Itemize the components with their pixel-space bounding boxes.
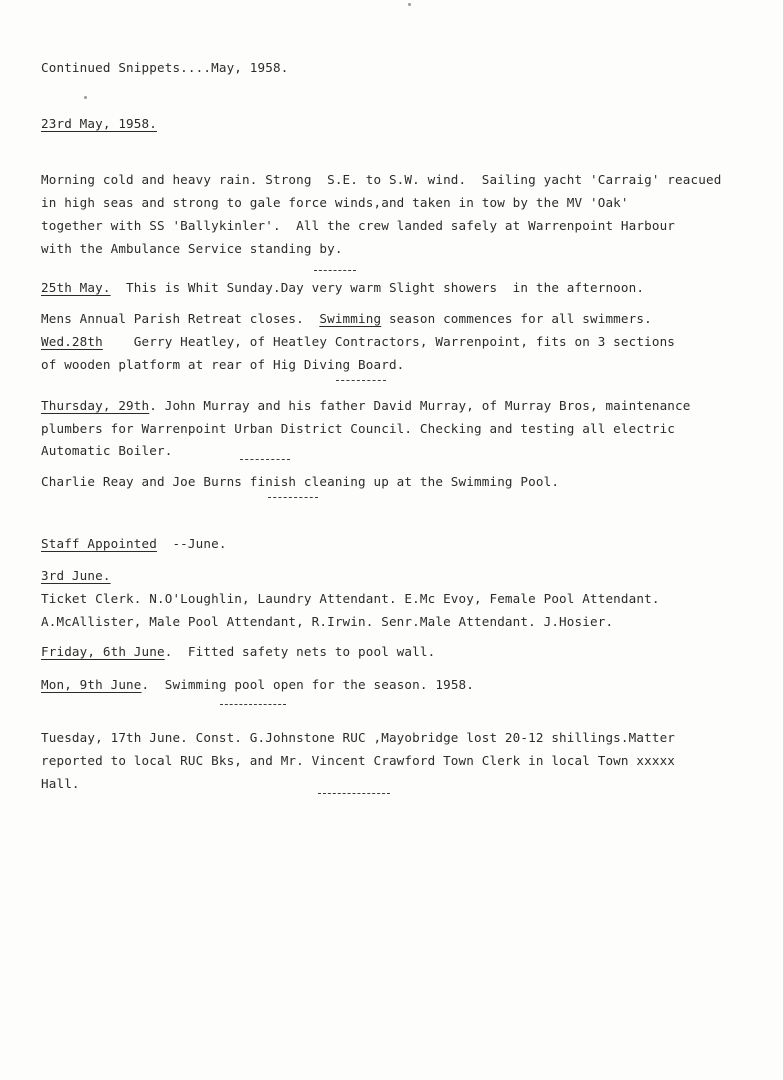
entry-text: . Swimming pool open for the season. 1958.	[141, 677, 475, 692]
staff-line: A.McAllister, Male Pool Attendant, R.Irwin. Senr.Male Attendant. J.Hosier.	[41, 614, 614, 629]
date-heading-23-may: 23rd May, 1958.	[41, 116, 157, 131]
separator-dashes	[220, 704, 286, 705]
header-text: Continued Snippets....May, 1958.	[41, 60, 289, 75]
entry-9-june	[41, 677, 474, 692]
entry-text: Gerry Heatley, of Heatley Contractors, Warrenpoint, fits on 3 sections	[102, 334, 676, 349]
separator-dashes	[314, 270, 356, 271]
staff-heading: Staff Appointed	[41, 536, 157, 551]
document-header	[41, 60, 288, 75]
entry-wed-28	[41, 334, 675, 349]
entry-wed-28-continued: of wooden platform at rear of Hig Diving Board.	[41, 357, 405, 372]
entry-17-june-line: reported to local RUC Bks, and Mr. Vincent Crawford Town Clerk in local Town xxxxx	[41, 753, 676, 768]
entry-thu-29-continued: Automatic Boiler.	[41, 443, 173, 458]
entry-date: Mon, 9th June	[41, 677, 142, 692]
staff-line: Ticket Clerk. N.O'Loughlin, Laundry Attendant. E.Mc Evoy, Female Pool Attendant.	[41, 591, 660, 606]
retreat-text: Mens Annual Parish Retreat closes.	[41, 311, 320, 326]
separator-dashes	[240, 459, 290, 460]
entry-3-june-date: 3rd June.	[41, 568, 111, 583]
entry-date: Thursday, 29th	[41, 398, 150, 413]
retreat-text-end: season commences for all swimmers.	[381, 311, 652, 326]
staff-heading-line	[41, 536, 227, 551]
paper-speck	[84, 96, 87, 99]
entry-text: . John Murray and his father David Murray, of Murray Bros, maintenance	[149, 398, 691, 413]
entry-date: Wed.28th	[41, 334, 103, 349]
entry-text: This is Whit Sunday.Day very warm Slight showers in the afternoon.	[110, 280, 645, 295]
entry-17-june-line: Tuesday, 17th June. Const. G.Johnstone RUC ,Mayobridge lost 20-12 shillings.Matter	[41, 730, 676, 745]
entry-thu-29	[41, 398, 691, 413]
staff-heading-suffix: --June.	[156, 536, 227, 551]
paragraph-line: together with SS 'Ballykinler'. All the crew landed safely at Warrenpoint Harbour	[41, 218, 676, 233]
retreat-line	[41, 311, 652, 326]
paragraph-line: with the Ambulance Service standing by.	[41, 241, 343, 256]
paragraph-line: Morning cold and heavy rain. Strong S.E. to S.W. wind. Sailing yacht 'Carraig' reacued	[41, 172, 722, 187]
entry-date: Friday, 6th June	[41, 644, 165, 659]
entry-25-may	[41, 280, 644, 295]
paragraph-line: in high seas and strong to gale force winds,and taken in tow by the MV 'Oak'	[41, 195, 629, 210]
paper-speck	[408, 3, 411, 6]
entry-thu-29-continued: plumbers for Warrenpoint Urban District Council. Checking and testing all electric	[41, 421, 676, 436]
separator-dashes	[318, 793, 390, 794]
entry-6-june	[41, 644, 435, 659]
entry-text: . Fitted safety nets to pool wall.	[164, 644, 436, 659]
swimming-underlined: Swimming	[319, 311, 382, 326]
entry-17-june-line: Hall.	[41, 776, 80, 791]
separator-dashes	[268, 497, 318, 498]
charlie-line: Charlie Reay and Joe Burns finish cleaning up at the Swimming Pool.	[41, 474, 560, 489]
entry-date: 25th May.	[41, 280, 111, 295]
separator-dashes	[336, 380, 386, 381]
